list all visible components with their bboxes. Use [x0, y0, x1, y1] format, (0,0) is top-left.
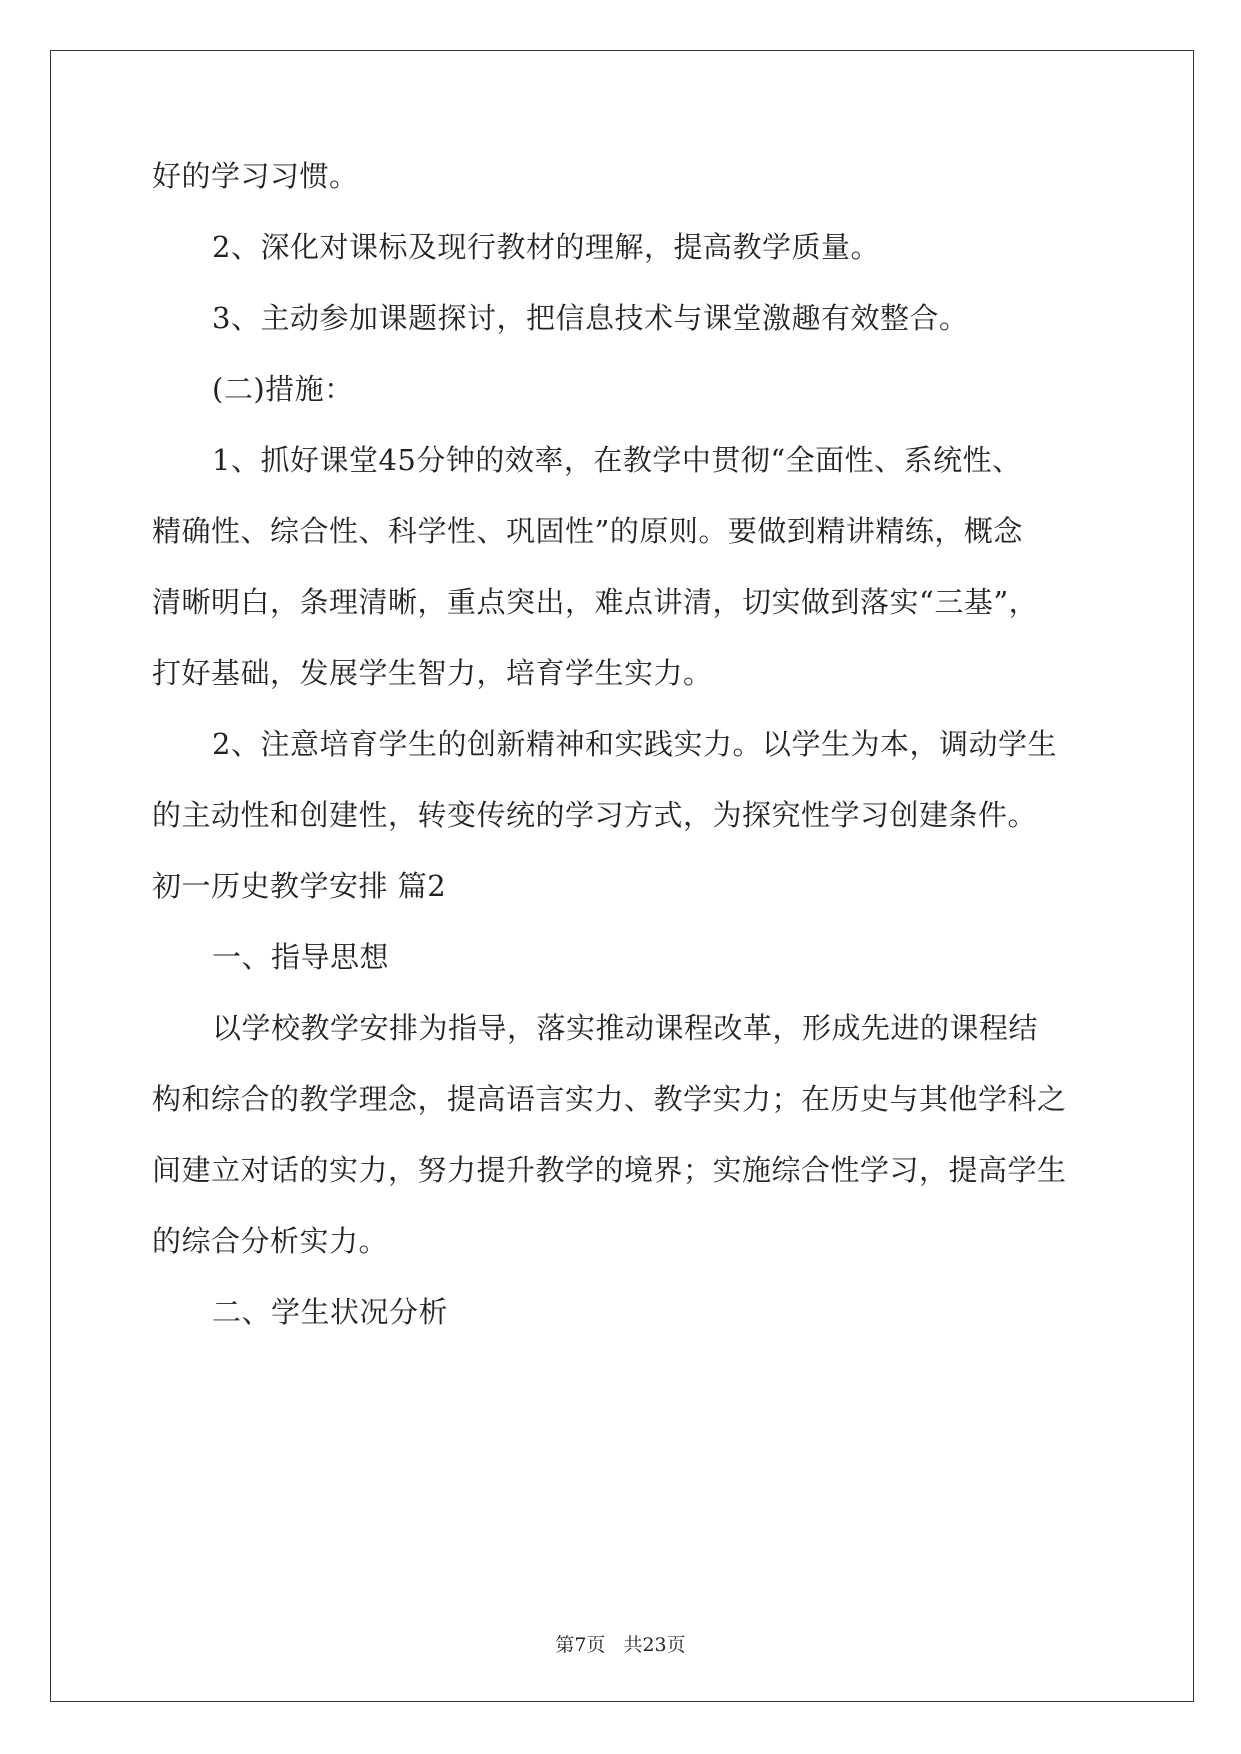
paragraph-line: 3、主动参加课题探讨，把信息技术与课堂激趣有效整合。 — [212, 301, 969, 335]
paragraph-line: 清晰明白，条理清晰，重点突出，难点讲清，切实做到落实“三基”， — [152, 585, 1039, 619]
page-footer — [0, 1632, 1241, 1658]
paragraph-line: 构和综合的教学理念，提高语言实力、教学实力；在历史与其他学科之 — [152, 1082, 1067, 1116]
paragraph-line: 好的学习习惯。 — [152, 159, 359, 193]
current-page-label: 第7页 — [555, 1634, 606, 1656]
paragraph-line: 的主动性和创建性，转变传统的学习方式，为探究性学习创建条件。 — [152, 798, 1038, 832]
total-pages-label: 共23页 — [623, 1634, 686, 1656]
section-heading: 一、指导思想 — [212, 940, 390, 974]
paragraph-line: 精确性、综合性、科学性、巩固性”的原则。要做到精讲精练，概念 — [152, 514, 1023, 548]
paragraph-line: 的综合分析实力。 — [152, 1224, 389, 1258]
paragraph-line: 打好基础，发展学生智力，培育学生实力。 — [152, 656, 713, 690]
paragraph-line: 1、抓好课堂45分钟的效率，在教学中贯彻“全面性、系统性、 — [212, 443, 1022, 477]
section-heading: (二)措施： — [212, 372, 354, 406]
paragraph-line: 间建立对话的实力，努力提升教学的境界；实施综合性学习，提高学生 — [152, 1153, 1067, 1187]
paragraph-line: 以学校教学安排为指导，落实推动课程改革，形成先进的课程结 — [212, 1011, 1039, 1045]
paragraph-line: 2、注意培育学生的创新精神和实践实力。以学生为本，调动学生 — [212, 727, 1057, 761]
article-title: 初一历史教学安排 篇2 — [152, 869, 447, 903]
section-heading: 二、学生状况分析 — [212, 1295, 449, 1329]
paragraph-line: 2、深化对课标及现行教材的理解，提高教学质量。 — [212, 230, 880, 264]
